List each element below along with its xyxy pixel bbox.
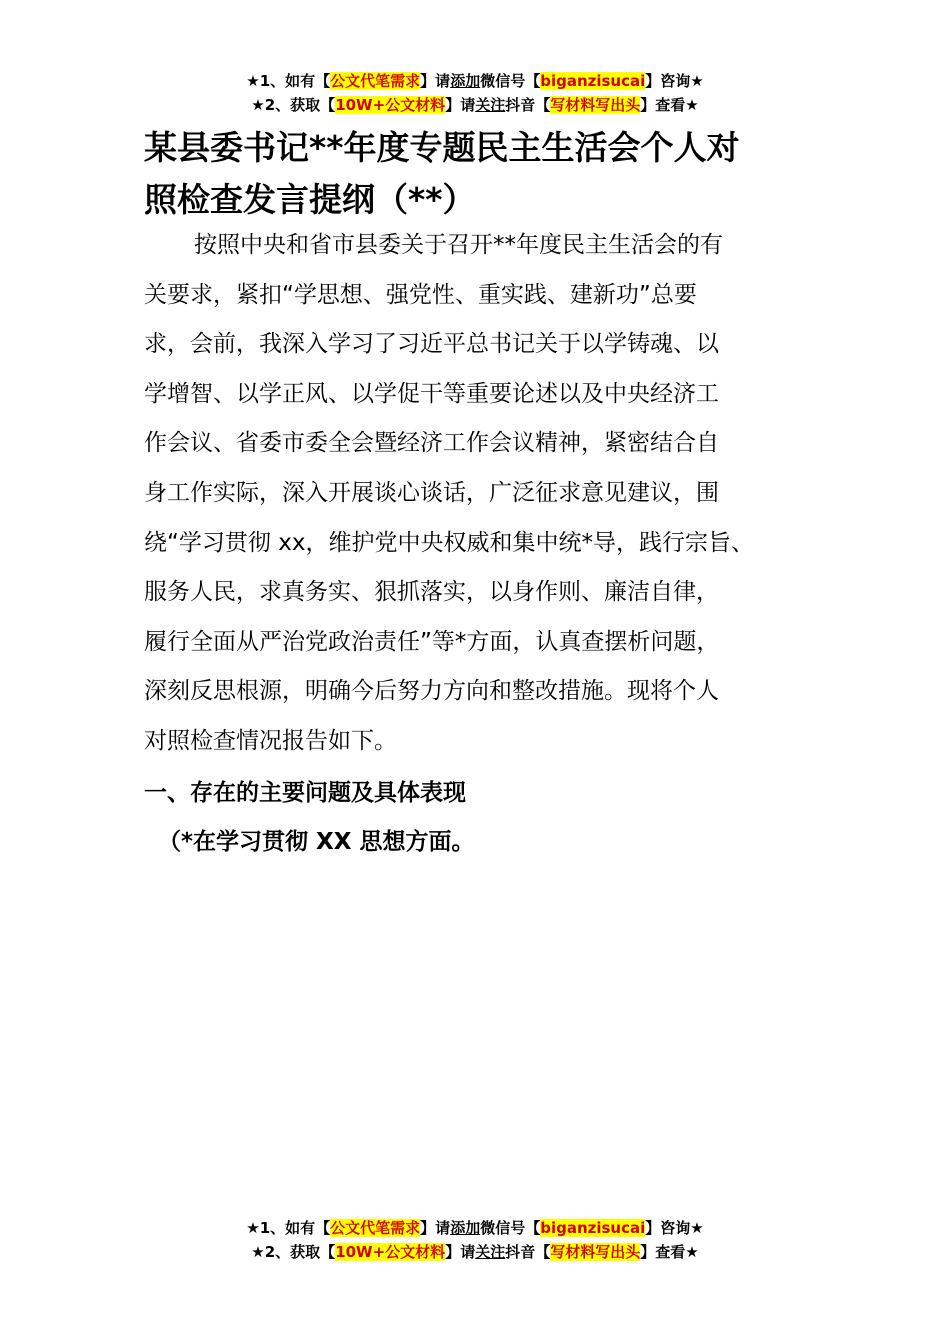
banner-text: 微信号【 xyxy=(480,1219,541,1237)
banner-text: ★2、获取【 xyxy=(251,1243,336,1261)
paragraph-line: 履行全面从严治党政治责任”等*方面，认真查摆析问题， xyxy=(144,628,720,655)
banner-highlight-wechat-id: biganzisucai xyxy=(540,72,646,90)
banner-highlight-douyin: 写材料写出头 xyxy=(550,1243,641,1261)
title-line-2: 照检查发言提纲（**） xyxy=(144,180,476,219)
top-banner xyxy=(0,69,950,117)
banner-text: 抖音【 xyxy=(505,1243,551,1261)
paragraph-line: 按照中央和省市县委关于召开**年度民主生活会的有 xyxy=(194,232,723,258)
paragraph-line: 服务人民，求真务实、狠抓落实，以身作则、廉洁自律， xyxy=(144,579,719,606)
banner-highlight-service: 公文代笔需求 xyxy=(330,72,421,90)
document-title xyxy=(144,122,824,226)
banner-line-2 xyxy=(0,93,950,117)
paragraph-line: 对照检查情况报告如下。 xyxy=(144,727,397,754)
paragraph-line: 求，会前，我深入学习了习近平总书记关于以学铸魂、以 xyxy=(144,331,719,358)
banner-underlined-text: 关注 xyxy=(475,96,506,114)
banner-highlight-materials: 10W+公文材料 xyxy=(335,1243,446,1261)
paragraph-line: 关要求，紧扣“学思想、强党性、重实践、建新功”总要 xyxy=(144,281,697,308)
paragraph-line: 作会议、省委市委全会暨经济工作会议精神，紧密结合自 xyxy=(144,430,719,457)
banner-underlined-text: 添加 xyxy=(450,72,481,90)
title-line-1: 某县委书记**年度专题民主生活会个人对 xyxy=(144,128,740,167)
banner-text: 抖音【 xyxy=(505,96,551,114)
banner-text: 】咨询★ xyxy=(645,1219,704,1237)
paragraph-line: 绕“学习贯彻 xx，维护党中央权威和集中统*导，践行宗旨、 xyxy=(144,529,754,556)
banner-highlight-service: 公文代笔需求 xyxy=(330,1219,421,1237)
paragraph-line: 身工作实际，深入开展谈心谈话，广泛征求意见建议，围 xyxy=(144,479,719,506)
banner-line-1 xyxy=(0,69,950,93)
banner-text: 】查看★ xyxy=(640,96,699,114)
section-heading: 一、存在的主要问题及具体表现 xyxy=(144,780,466,806)
banner-text: 】请 xyxy=(445,96,476,114)
banner-text: 】查看★ xyxy=(640,1243,699,1261)
banner-text: 】请 xyxy=(420,1219,451,1237)
banner-text: 】请 xyxy=(420,72,451,90)
banner-highlight-wechat-id: biganzisucai xyxy=(540,1219,646,1237)
banner-underlined-text: 添加 xyxy=(450,1219,481,1237)
banner-line-2 xyxy=(0,1240,950,1264)
paragraph-line: 深刻反思根源，明确今后努力方向和整改措施。现将个人 xyxy=(144,678,719,705)
banner-text: 】请 xyxy=(445,1243,476,1261)
banner-text: ★1、如有【 xyxy=(246,72,331,90)
intro-paragraph xyxy=(144,221,834,767)
banner-line-1 xyxy=(0,1216,950,1240)
bottom-banner xyxy=(0,1216,950,1264)
banner-highlight-materials: 10W+公文材料 xyxy=(335,96,446,114)
banner-text: ★2、获取【 xyxy=(251,96,336,114)
banner-text: 微信号【 xyxy=(480,72,541,90)
subsection-heading: （*在学习贯彻 XX 思想方面。 xyxy=(158,829,475,855)
banner-text: ★1、如有【 xyxy=(246,1219,331,1237)
paragraph-line: 学增智、以学正风、以学促干等重要论述以及中央经济工 xyxy=(144,380,719,407)
banner-underlined-text: 关注 xyxy=(475,1243,506,1261)
banner-text: 】咨询★ xyxy=(645,72,704,90)
banner-highlight-douyin: 写材料写出头 xyxy=(550,96,641,114)
